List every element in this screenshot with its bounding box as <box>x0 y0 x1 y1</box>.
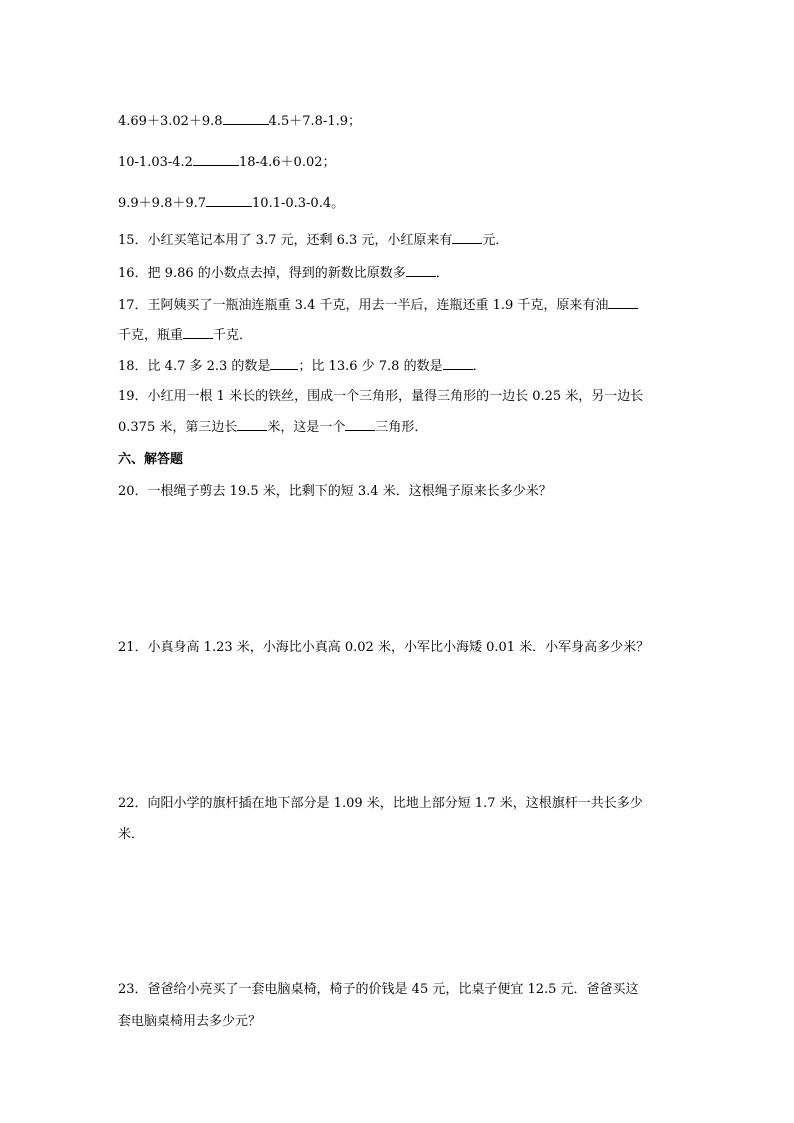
answer-blank <box>206 194 252 207</box>
question-text: 千克． <box>213 328 253 343</box>
question-23-line-1: 23．爸爸给小亮买了一套电脑桌椅，椅子的价钱是 45 元，比桌子便宜 12.5 元．爸爸买这 <box>118 982 639 997</box>
section-heading: 六、解答题 <box>118 452 184 467</box>
question-text: 三角形． <box>375 420 428 435</box>
question-23-line-2: 套电脑桌椅用去多少元？ <box>118 1014 262 1029</box>
question-17-line-1 <box>118 294 638 313</box>
question-19-line-2 <box>118 416 427 435</box>
question-22-line-2: 米． <box>118 827 145 842</box>
compare-line-3 <box>118 192 344 211</box>
answer-blank <box>183 326 213 339</box>
question-text: 19．小红用一根 1 米长的铁丝，围成一个三角形，量得三角形的一边长 0.25 米，另一边长 <box>118 389 644 404</box>
question-22-line-1: 22．向阳小学的旗杆插在地下部分是 1.09 米，比地上部分短 1.7 米，这根旗杆一共长多少 <box>118 796 643 811</box>
compare-line-1 <box>118 110 361 129</box>
question-text: 15．小红买笔记本用了 3.7 元，还剩 6.3 元，小红原来有 <box>118 233 453 248</box>
question-19-line-1 <box>118 385 643 404</box>
question-text: 16．把 9.86 的小数点去掉，得到的新数比原数多 <box>118 266 406 281</box>
compare-left: 9.9＋9.8＋9.7 <box>118 196 207 211</box>
question-text: 元． <box>482 233 509 248</box>
question-18 <box>118 355 486 374</box>
compare-right: 4.5＋7.8-1.9； <box>268 114 361 129</box>
question-text: ；比 13.6 少 7.8 的数是 <box>298 359 443 374</box>
compare-right: 18-4.6＋0.02； <box>238 155 336 170</box>
answer-blank <box>452 231 482 244</box>
answer-blank <box>270 357 298 370</box>
answer-blank <box>406 264 436 277</box>
question-text: 17．王阿姨买了一瓶油连瓶重 3.4 千克，用去一半后，连瓶还重 1.9 千克，原来有油 <box>118 298 609 313</box>
question-21: 21．小真身高 1.23 米，小海比小真高 0.02 米，小军比小海矮 0.01 米．小军身高多少米？ <box>118 640 650 655</box>
question-text: ． <box>472 359 486 374</box>
question-16 <box>118 262 449 281</box>
compare-left: 10-1.03-4.2 <box>118 155 193 170</box>
question-text: 米，这是一个 <box>267 420 346 435</box>
question-text: 18．比 4.7 多 2.3 的数是 <box>118 359 271 374</box>
question-17-line-2 <box>118 324 252 343</box>
question-text: ． <box>435 266 449 281</box>
answer-blank <box>608 296 638 309</box>
question-text: 千克，瓶重 <box>118 328 184 343</box>
answer-blank <box>223 112 269 125</box>
question-text: 0.375 米，第三边长 <box>118 420 238 435</box>
question-15 <box>118 229 508 248</box>
compare-left: 4.69＋3.02＋9.8 <box>118 114 223 129</box>
compare-right: 10.1-0.3-0.4。 <box>252 196 345 211</box>
question-20: 20．一根绳子剪去 19.5 米，比剩下的短 3.4 米．这根绳子原来长多少米？ <box>118 484 552 499</box>
answer-blank <box>345 418 375 431</box>
answer-blank <box>193 153 239 166</box>
compare-line-2 <box>118 151 336 170</box>
answer-blank <box>443 357 473 370</box>
answer-blank <box>237 418 267 431</box>
